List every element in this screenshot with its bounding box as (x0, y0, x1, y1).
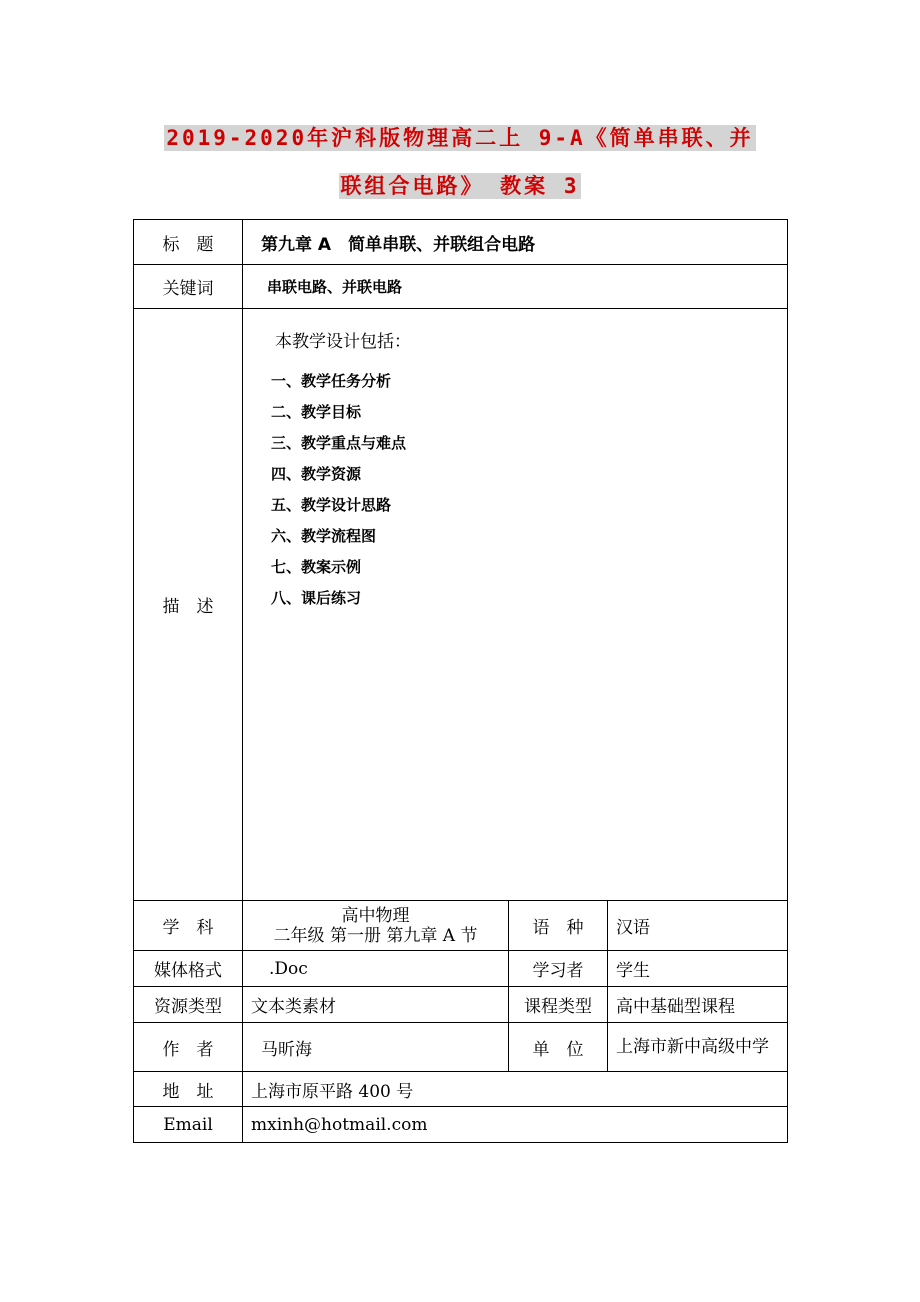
keywords-value: 串联电路、并联电路 (243, 265, 788, 309)
description-list (271, 366, 787, 614)
list-item: 二、教学目标 (271, 403, 362, 421)
address-row (134, 1072, 788, 1107)
author-value: 马昕海 (243, 1023, 509, 1072)
address-value: 上海市原平路 400 号 (243, 1072, 788, 1107)
course-label: 课程类型 (509, 987, 608, 1023)
email-label: Email (134, 1107, 243, 1143)
title-row (134, 220, 788, 265)
media-value: .Doc (243, 951, 509, 987)
unit-value: 上海市新中高级中学 (608, 1023, 788, 1072)
learner-label: 学习者 (509, 951, 608, 987)
media-label: 媒体格式 (134, 951, 243, 987)
media-row (134, 951, 788, 987)
unit-label: 单 位 (509, 1023, 608, 1072)
description-row (134, 309, 788, 901)
language-value: 汉语 (608, 901, 788, 951)
list-item: 一、教学任务分析 (271, 372, 392, 390)
list-item: 八、课后练习 (271, 589, 362, 607)
info-table (133, 219, 788, 1143)
author-label: 作 者 (134, 1023, 243, 1072)
address-label: 地 址 (134, 1072, 243, 1107)
description-intro: 本教学设计包括： (275, 332, 411, 352)
list-item: 五、教学设计思路 (271, 496, 392, 514)
list-item: 七、教案示例 (271, 558, 362, 576)
language-label: 语 种 (509, 901, 608, 951)
document-title-line-1: 2019-2020年沪科版物理高二上 9-A《简单串联、并 (166, 126, 754, 150)
description-label: 描 述 (134, 309, 243, 901)
author-row (134, 1023, 788, 1072)
list-item: 四、教学资源 (271, 465, 362, 483)
document-title-line-2: 联组合电路》 教案 3 (340, 174, 580, 198)
list-item: 六、教学流程图 (271, 527, 377, 545)
title-value: 第九章 A 简单串联、并联组合电路 (243, 220, 788, 265)
subject-value (243, 901, 509, 951)
resource-row (134, 987, 788, 1023)
subject-row (134, 901, 788, 951)
email-value: mxinh@hotmail.com (243, 1107, 788, 1143)
learner-value: 学生 (608, 951, 788, 987)
resource-label: 资源类型 (134, 987, 243, 1023)
course-value: 高中基础型课程 (608, 987, 788, 1023)
subject-line-1: 高中物理 (341, 905, 410, 926)
keywords-row (134, 265, 788, 309)
title-label: 标 题 (134, 220, 243, 265)
keywords-label: 关键词 (134, 265, 243, 309)
list-item: 三、教学重点与难点 (271, 434, 407, 452)
subject-line-2: 二年级 第一册 第九章 A 节 (273, 925, 478, 946)
email-row (134, 1107, 788, 1143)
resource-value: 文本类素材 (243, 987, 509, 1023)
subject-label: 学 科 (134, 901, 243, 951)
description-cell (243, 309, 788, 901)
